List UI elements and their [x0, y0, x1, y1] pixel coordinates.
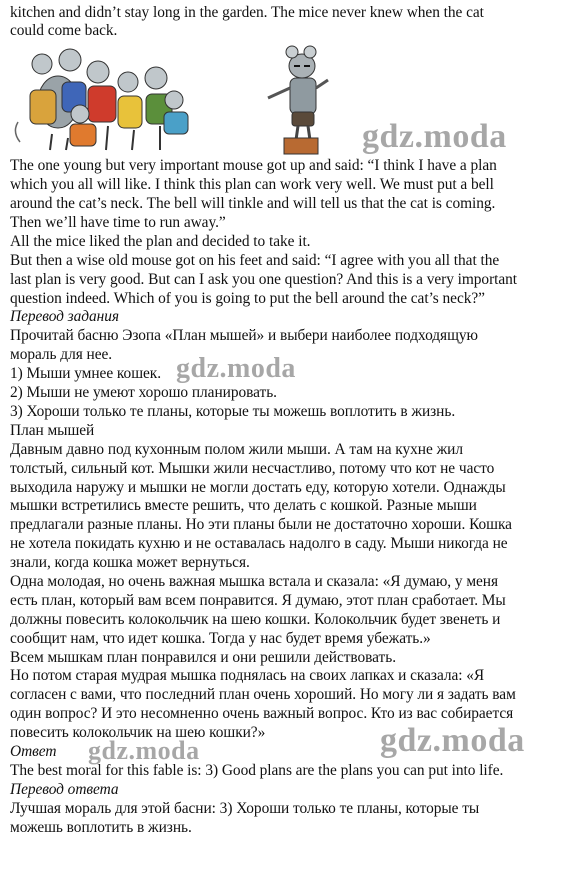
text-line: Прочитай басню Эзопа «План мышей» и выбери наиболее подходящую	[10, 327, 478, 344]
text-line: выходила наружу и мышки не могли достать еду, которую хотели. Однажды	[10, 479, 506, 496]
text-line: Давным давно под кухонным полом жили мыши. А там на кухне жил	[10, 441, 463, 458]
text-line: Лучшая мораль для этой басни: 3) Хороши только те планы, которые ты	[10, 800, 480, 817]
option-item: 3) Хороши только те планы, которые ты можешь воплотить в жизнь.	[10, 403, 456, 420]
text-line: можешь воплотить в жизнь.	[10, 819, 192, 836]
text-line: должны повесить колокольчик на шею кошки. Колокольчик будет звенеть и	[10, 611, 501, 628]
text-line: Одна молодая, но очень важная мышка встала и сказала: «Я думаю, у меня	[10, 573, 499, 590]
text-line: знали, когда кошка может вернуться.	[10, 554, 250, 571]
text-line: Всем мышкам план понравился и они решили действовать.	[10, 649, 396, 666]
text-line: around the cat’s neck. The bell will tinkle and will tell us that the cat is coming.	[10, 195, 496, 212]
text-line: which you all will like. I think this plan can work very well. We must put a bell	[10, 176, 494, 193]
section-heading: Перевод ответа	[10, 781, 119, 798]
text-line: Но потом старая мудрая мышка поднялась на своих лапках и сказала: «Я	[10, 667, 485, 684]
text-line: The one young but very important mouse got up and said: “I think I have a plan	[10, 157, 497, 174]
wise-old-mouse	[268, 46, 328, 154]
text-line: last plan is very good. But can I ask you one question? And this is a very important	[10, 271, 518, 288]
text-line: сообщит нам, что идет кошка. Тогда у нас будет время убежать.»	[10, 630, 431, 647]
text-line: But then a wise old mouse got on his feet and said: “I agree with you all that the	[10, 252, 500, 269]
text-line: All the mice liked the plan and decided to take it.	[10, 233, 311, 250]
text-line: мораль для нее.	[10, 346, 113, 363]
option-item: 1) Мыши умнее кошек.	[10, 365, 162, 382]
text-line: повесить колокольчик на шею кошки?»	[10, 724, 266, 741]
text-line: Then we’ll have time to run away.”	[10, 214, 226, 231]
text-line: согласен с вами, что последний план очень хороший. Но могу ли я задать вам	[10, 686, 516, 703]
text-line: could come back.	[10, 22, 118, 39]
option-item: 2) Мыши не умеют хорошо планировать.	[10, 384, 277, 401]
text-line: kitchen and didn’t stay long in the garden. The mice never knew when the cat	[10, 4, 484, 21]
text-line: один вопрос? И это несомненно очень важный вопрос. Кто из вас собирается	[10, 705, 514, 722]
text-line: толстый, сильный кот. Мышки жили несчастливо, потому что кот не часто	[10, 460, 495, 477]
text-line: question indeed. Which of you is going to put the bell around the cat’s neck?”	[10, 290, 485, 307]
text-line: мышки встретились вместе решить, что делать с кошкой. Разные мыши	[10, 497, 477, 514]
section-heading: Ответ	[10, 743, 57, 760]
mice-group-left	[15, 49, 188, 150]
text-line: План мышей	[10, 422, 95, 439]
text-line: не хотела покидать кухню и не оставалась надолго в саду. Мыши никогда не	[10, 535, 508, 552]
text-line: есть план, который вам всем понравится. Я думаю, этот план сработает. Мы	[10, 592, 506, 609]
watermark: gdz.moda	[380, 722, 525, 759]
watermark: gdz.moda	[176, 353, 296, 384]
text-line: The best moral for this fable is: 3) Good plans are the plans you can put into life.	[10, 762, 504, 779]
text-line: предлагали разные планы. Но эти планы были не достаточно хороши. Кошка	[10, 516, 512, 533]
section-heading: Перевод задания	[10, 308, 119, 325]
watermark: gdz.moda	[362, 118, 507, 155]
watermark: gdz.moda	[88, 736, 200, 765]
